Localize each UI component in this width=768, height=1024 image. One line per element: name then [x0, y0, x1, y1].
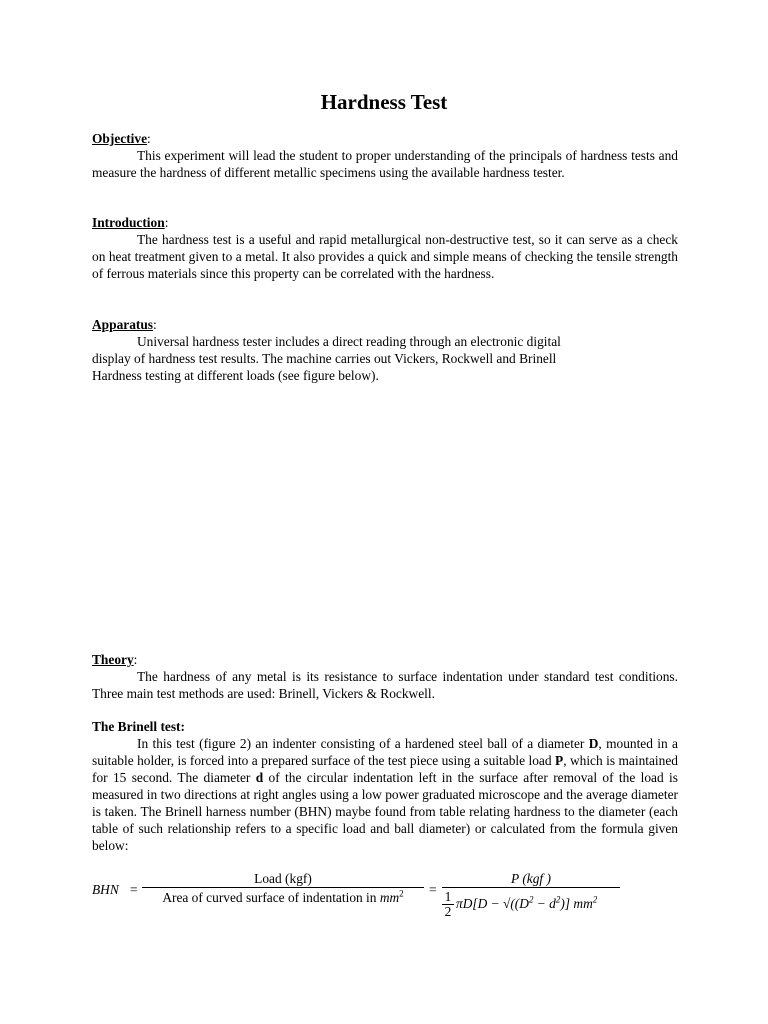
brinell-text: In this test (figure 2) an indenter consisting of a hardened steel ball of a diameter D, mounted in a suitable holder, is forced into a prepared surface of the test piece using a suitable load P, which is maintained for 15 second. The diameter d of the circular indentation left in the surface after removal of the load is measured in two directions at right angles using a low power graduated microscope and the average diameter is taken. The Brinell harness number (BHN) maybe found from table relating hardness to the diameter (each table of such relationship refers to a specific load and ball diameter) or calculated from the formula given below:: [92, 736, 678, 853]
figure-placeholder: [92, 392, 678, 642]
fraction-2-denominator: [442, 888, 620, 926]
apparatus-line-3: Hardness testing at different loads (see figure below).: [92, 368, 379, 383]
formula-fraction-1: [142, 870, 424, 906]
bhn-formula: [92, 870, 652, 930]
apparatus-line-2: display of hardness test results. The machine carries out Vickers, Rockwell and Brinell: [92, 351, 557, 366]
introduction-text: The hardness test is a useful and rapid metallurgical non-destructive test, so it can serve as a check on heat treatment given to a metal. It also provides a quick and simple means of checking the tensile strength of ferrous materials since this property can be correlated with the hardness.: [92, 232, 678, 281]
fraction-1-denominator: Area of curved surface of indentation in $mm^2$: [162, 888, 404, 905]
apparatus-section: [92, 316, 652, 384]
formula-equals-2: =: [429, 882, 437, 897]
objective-heading: Objective:: [92, 131, 151, 146]
introduction-heading: Introduction:: [92, 215, 169, 230]
apparatus-line-1: Universal hardness tester includes a direct reading through an electronic digital: [137, 334, 561, 349]
one-half: 1 2: [442, 890, 454, 919]
objective-section: [92, 130, 678, 181]
brinell-section: [92, 718, 678, 854]
formula-fraction-2: [442, 870, 620, 926]
fraction-1-numerator: Load (kgf): [254, 871, 312, 886]
introduction-section: [92, 214, 678, 282]
theory-section: [92, 651, 678, 702]
theory-heading: Theory:: [92, 652, 138, 667]
fraction-2-numerator: P (kgf ): [511, 871, 551, 886]
theory-text: The hardness of any metal is its resistance to surface indentation under standard test conditions. Three main test methods are used: Brinell, Vickers & Rockwell.: [92, 669, 678, 701]
apparatus-heading: Apparatus:: [92, 317, 157, 332]
fraction-2-denominator-expression: $\pi D[D - √((D^2 - d^2)]$ $mm^2$: [456, 894, 598, 911]
formula-equals-1: =: [130, 882, 138, 897]
brinell-heading: The Brinell test:: [92, 719, 185, 734]
formula-lhs: BHN: [92, 882, 119, 897]
document-title: Hardness Test: [320, 90, 448, 114]
objective-text: This experiment will lead the student to proper understanding of the principals of hardness tests and measure the hardness of different metallic specimens using the available hardness tester.: [92, 148, 678, 180]
